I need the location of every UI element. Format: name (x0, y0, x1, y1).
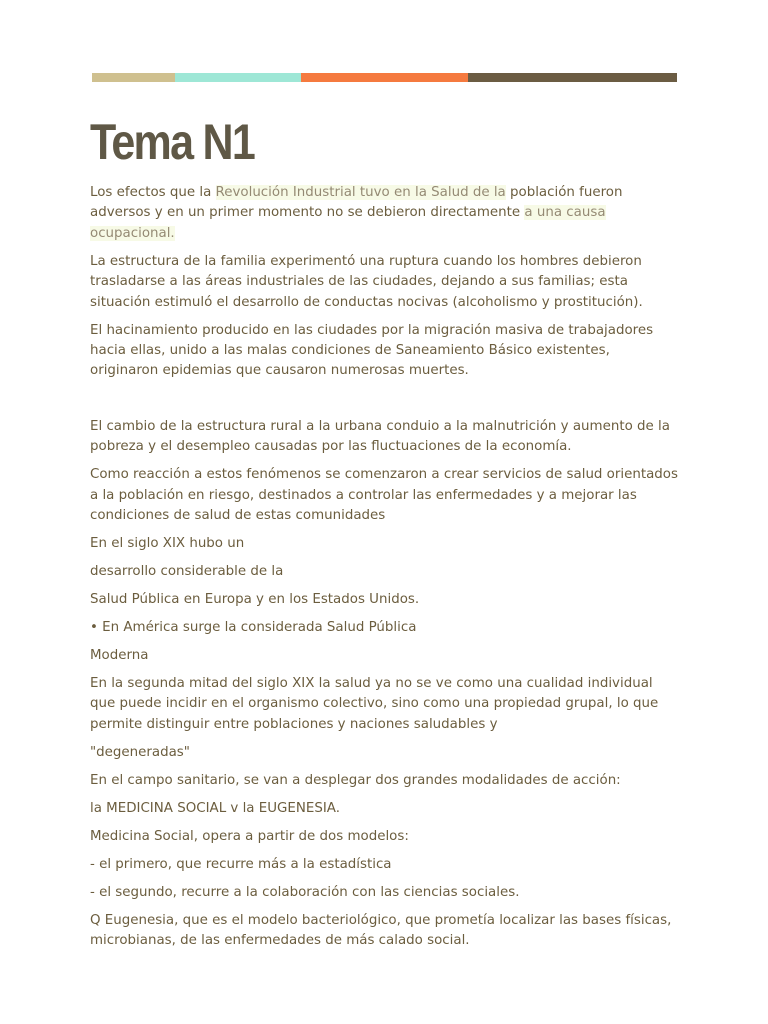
color-bar-segment-4 (468, 73, 677, 82)
paragraph: En el campo sanitario, se van a desplegar dos grandes modalidades de acción: (90, 772, 621, 788)
paragraph: El cambio de la estructura rural a la urbana conduio a la malnutrición y aumento de la pobreza y el desempleo causadas por las fluctuaciones de la economía. (90, 418, 670, 455)
paragraph: Como reacción a estos fenómenos se comenzaron a crear servicios de salud orientados a la población en riesgo, destinados a controlar las enfermedades y a mejorar las condiciones de salud de estas comunidades (90, 467, 678, 524)
intro-text-start: Los efectos que la (90, 185, 216, 200)
paragraph: Moderna (90, 648, 149, 664)
paragraph: "degeneradas" (90, 744, 190, 760)
paragraph: En el siglo XIX hubo un (90, 536, 245, 552)
color-bar-segment-1 (92, 73, 175, 82)
paragraph: Medicina Social, opera a partir de dos modelos: (90, 828, 409, 844)
paragraph: • En América surge la considerada Salud Pública (90, 620, 417, 636)
paragraph: Q Eugenesia, que es el modelo bacteriológico, que prometía localizar las bases físicas, microbianas, de las enfermedades de más calado social. (90, 912, 672, 949)
paragraph: En la segunda mitad del siglo XIX la salud ya no se ve como una cualidad individual que puede incidir en el organismo colectivo, sino como una propiedad grupal, lo que permite distinguir entre poblaciones y naciones saludables y (90, 676, 659, 732)
paragraph: desarrollo considerable de la (90, 564, 284, 580)
highlighted-text: a una causa ocupacional. (90, 205, 606, 241)
paragraph: - el segundo, recurre a la colaboración con las ciencias sociales. (90, 884, 520, 900)
intro-text-middle: población fueron adversos y en un primer momento no se debieron directamente (90, 185, 623, 221)
decorative-color-bar (92, 73, 677, 82)
paragraph: - el primero, que recurre más a la estadística (90, 856, 392, 872)
page-title: Tema N1 (90, 114, 255, 170)
color-bar-segment-2 (175, 73, 301, 82)
highlighted-text: Revolución Industrial tuvo en la Salud de la (215, 185, 506, 200)
paragraph: El hacinamiento producido en las ciudades por la migración masiva de trabajadores hacia ellas, unido a las malas condiciones de Saneamiento Básico existentes, originaron epidemias que causaron numerosas muertes. (90, 322, 654, 379)
paragraph: Salud Pública en Europa y en los Estados Unidos. (90, 592, 420, 608)
document-body (90, 183, 682, 959)
paragraph: la MEDICINA SOCIAL v la EUGENESIA. (90, 800, 340, 816)
paragraph: La estructura de la familia experimentó una ruptura cuando los hombres debieron trasladarse a las áreas industriales de las ciudades, dejando a sus familias; esta situación estimuló el desarrollo de conductas nocivas (alcoholismo y prostitución). (90, 253, 643, 310)
paragraph-intro (90, 183, 682, 244)
color-bar-segment-3 (301, 73, 468, 82)
